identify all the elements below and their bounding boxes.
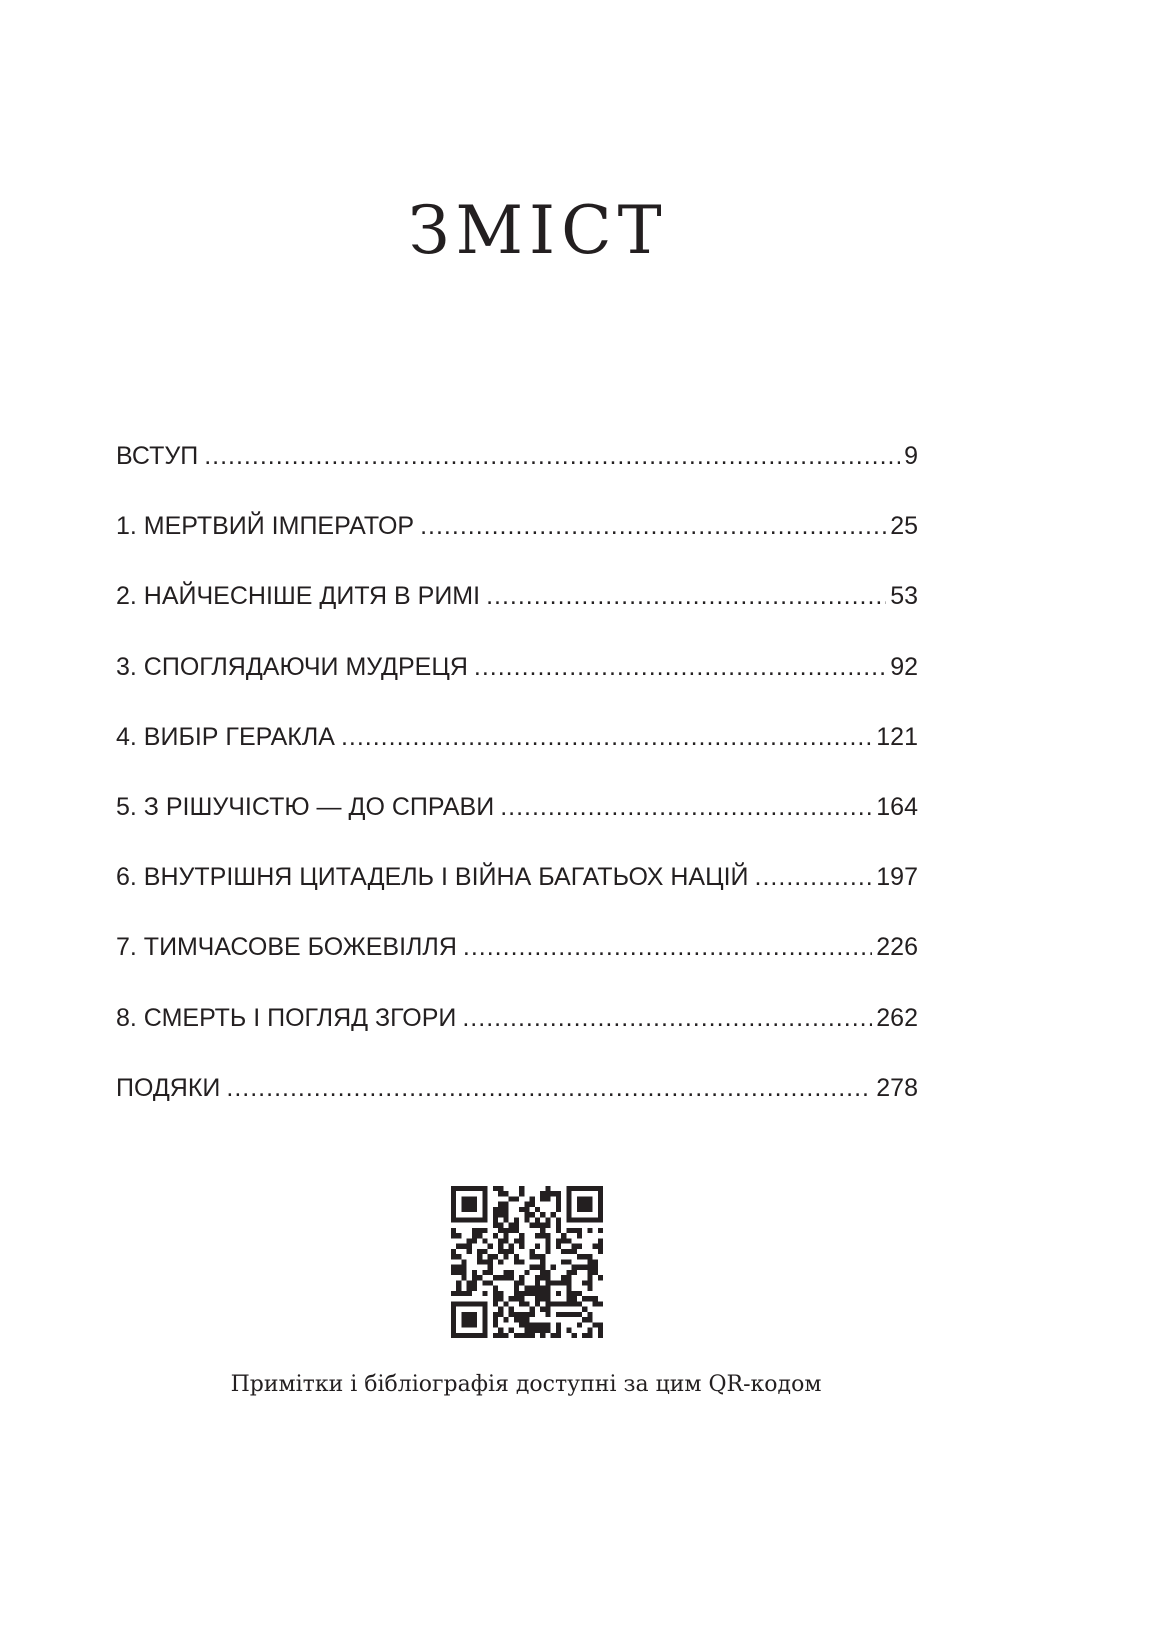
qr-code-icon[interactable] [451, 1186, 603, 1338]
toc-entry-page: 121 [876, 722, 918, 751]
toc-entry-title: 6. ВНУТРІШНЯ ЦИТАДЕЛЬ І ВІЙНА БАГАТЬОХ НАЦІЙ [116, 863, 749, 892]
toc-dot-leader [474, 647, 886, 687]
toc-entry-page: 25 [890, 512, 918, 541]
toc-dot-leader [486, 576, 886, 616]
toc-entry [116, 1068, 918, 1138]
qr-caption: Примітки і бібліографія доступні за цим QR-кодом [230, 1372, 822, 1397]
page-title: ЗМІСТ [408, 192, 668, 269]
toc-entry-title: 1. МЕРТВИЙ ІМПЕРАТОР [116, 512, 415, 541]
toc-entry-page: 53 [890, 582, 918, 611]
toc-dot-leader [341, 717, 872, 757]
toc-dot-leader [463, 927, 872, 967]
toc-entry-title: ВСТУП [116, 442, 199, 470]
toc-entry-title: 5. З РІШУЧІСТЮ — ДО СПРАВИ [116, 792, 495, 821]
toc-entry-page: 164 [876, 792, 918, 821]
toc-dot-leader [226, 1068, 872, 1108]
toc-entry [116, 436, 918, 506]
toc-dot-leader [204, 436, 900, 476]
toc-entry-page: 278 [876, 1073, 918, 1102]
toc-entry-title: 4. ВИБІР ГЕРАКЛА [116, 722, 335, 751]
toc-entry [116, 717, 918, 787]
toc-entry [116, 787, 918, 857]
toc-entry-title: 2. НАЙЧЕСНІШЕ ДИТЯ В РИМІ [116, 582, 481, 611]
toc-entry-title: 3. СПОГЛЯДАЮЧИ МУДРЕЦЯ [116, 652, 468, 681]
toc-entry [116, 576, 918, 646]
toc-entry-page: 262 [876, 1003, 918, 1032]
toc-dot-leader [462, 998, 872, 1038]
toc-entry-page: 9 [904, 442, 918, 470]
toc-dot-leader [755, 857, 873, 897]
toc-dot-leader [500, 787, 872, 827]
toc-entry-title: 8. СМЕРТЬ І ПОГЛЯД ЗГОРИ [116, 1003, 457, 1032]
toc-entry-title: 7. ТИМЧАСОВЕ БОЖЕВІЛЛЯ [116, 933, 457, 962]
toc-entry [116, 506, 918, 576]
toc-entry [116, 857, 918, 927]
toc-entry-page: 92 [890, 652, 918, 681]
table-of-contents [116, 436, 918, 1138]
toc-entry [116, 998, 918, 1068]
toc-entry [116, 647, 918, 717]
toc-entry-page: 197 [876, 863, 918, 892]
toc-entry-page: 226 [876, 933, 918, 962]
toc-dot-leader [420, 506, 886, 546]
toc-entry-title: ПОДЯКИ [116, 1073, 221, 1102]
toc-entry [116, 927, 918, 997]
